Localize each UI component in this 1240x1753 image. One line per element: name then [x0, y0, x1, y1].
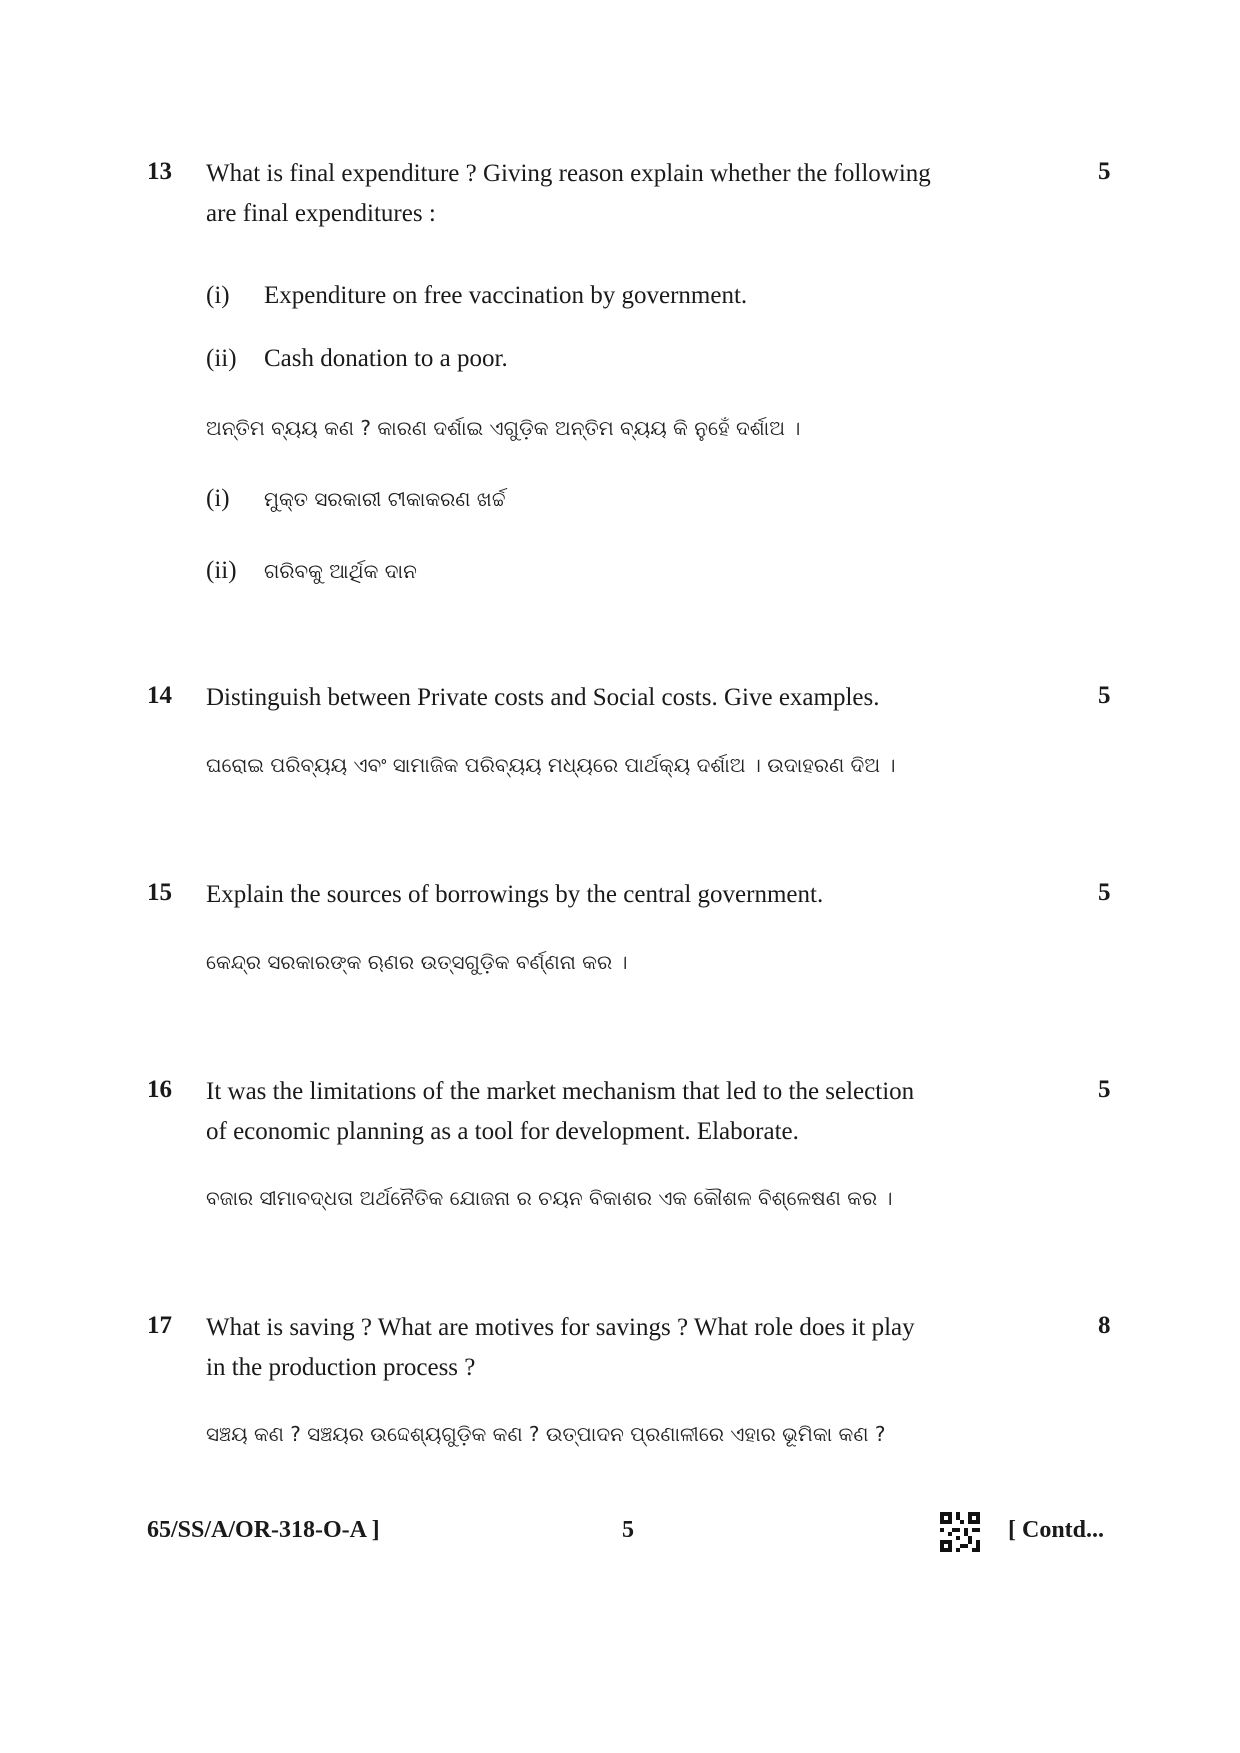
question-15-english: [206, 875, 1036, 915]
question-16-number: 16: [147, 1076, 172, 1103]
question-13-odia: ଅନ୍ତିମ ବ୍ୟୟ କଣ ? କାରଣ ଦର୍ଶାଇ ଏଗୁଡ଼ିକ ଅନ୍ତିମ ବ୍ୟୟ କି ନୁହେଁ ଦର୍ଶାଅ ।: [206, 416, 801, 440]
question-15-odia: କେନ୍ଦ୍ର ସରକାରଙ୍କ ଋଣର ଉତ୍ସଗୁଡ଼ିକ ବର୍ଣ୍ଣନା କର ।: [206, 950, 628, 974]
question-16-line-1: It was the limitations of the market mechanism that led to the selection: [206, 1078, 915, 1105]
question-13-marks: 5: [1098, 158, 1111, 185]
sub-text: ଗରିବକୁ ଆର୍ଥିକ ଦାନ: [264, 559, 417, 583]
question-16-english: [206, 1072, 1036, 1152]
question-17-english: [206, 1308, 1036, 1388]
question-13-sub-ii: [206, 341, 508, 377]
question-16-marks: 5: [1098, 1076, 1111, 1103]
question-13-number: 13: [147, 158, 172, 185]
sub-roman: (i): [206, 485, 230, 512]
continued-label: [ Contd...: [1008, 1517, 1105, 1543]
question-17-odia: ସଞ୍ଚୟ କଣ ? ସଞ୍ଚୟର ଉଦ୍ଦେଶ୍ୟଗୁଡ଼ିକ କଣ ? ଉତ୍ପାଦନ ପ୍ରଣାଳୀରେ ଏହାର ଭୂମିକା କଣ ?: [206, 1422, 886, 1446]
qr-code-icon: [940, 1512, 980, 1552]
sub-text: Expenditure on free vaccination by government.: [264, 282, 748, 309]
question-13-english: [206, 154, 1036, 234]
sub-roman: (ii): [206, 345, 237, 372]
question-13-line-1: What is final expenditure ? Giving reason explain whether the following: [206, 160, 931, 187]
question-16-line-2: of economic planning as a tool for development. Elaborate.: [206, 1118, 799, 1145]
sub-text: Cash donation to a poor.: [264, 345, 508, 372]
question-16-odia: ବଜାର ସୀମାବଦ୍ଧତା ଅର୍ଥନୈତିକ ଯୋଜନା ର ଚୟନ ବିକାଶର ଏକ କୌଶଳ ବିଶ୍ଳେଷଣ କର ।: [206, 1186, 893, 1210]
question-14-odia: ଘରୋଇ ପରିବ୍ୟୟ ଏବଂ ସାମାଜିକ ପରିବ୍ୟୟ ମଧ୍ୟରେ ପାର୍ଥକ୍ୟ ଦର୍ଶାଅ । ଉଦାହରଣ ଦିଅ ।: [206, 753, 896, 777]
question-17-line-2: in the production process ?: [206, 1354, 476, 1381]
paper-code: 65/SS/A/OR-318-O-A ]: [147, 1517, 380, 1543]
sub-roman: (ii): [206, 557, 237, 584]
question-15-number: 15: [147, 879, 172, 906]
question-17-number: 17: [147, 1312, 172, 1339]
question-14-english: [206, 678, 1036, 718]
question-17-line-1: What is saving ? What are motives for savings ? What role does it play: [206, 1314, 915, 1341]
question-17-marks: 8: [1098, 1312, 1111, 1339]
page-number: 5: [622, 1517, 634, 1543]
question-15-line-1: Explain the sources of borrowings by the central government.: [206, 881, 824, 908]
question-14-line-1: Distinguish between Private costs and Social costs. Give examples.: [206, 684, 880, 711]
question-14-marks: 5: [1098, 682, 1111, 709]
sub-text: ମୁକ୍ତ ସରକାରୀ ଟୀକାକରଣ ଖର୍ଚ୍ଚ: [264, 487, 506, 511]
sub-roman: (i): [206, 282, 230, 309]
question-13-odia-sub-ii: [206, 553, 417, 589]
question-13-line-2: are final expenditures :: [206, 200, 436, 227]
question-13-sub-i: [206, 278, 747, 314]
question-15-marks: 5: [1098, 879, 1111, 906]
question-14-number: 14: [147, 682, 172, 709]
question-13-odia-sub-i: [206, 481, 505, 517]
